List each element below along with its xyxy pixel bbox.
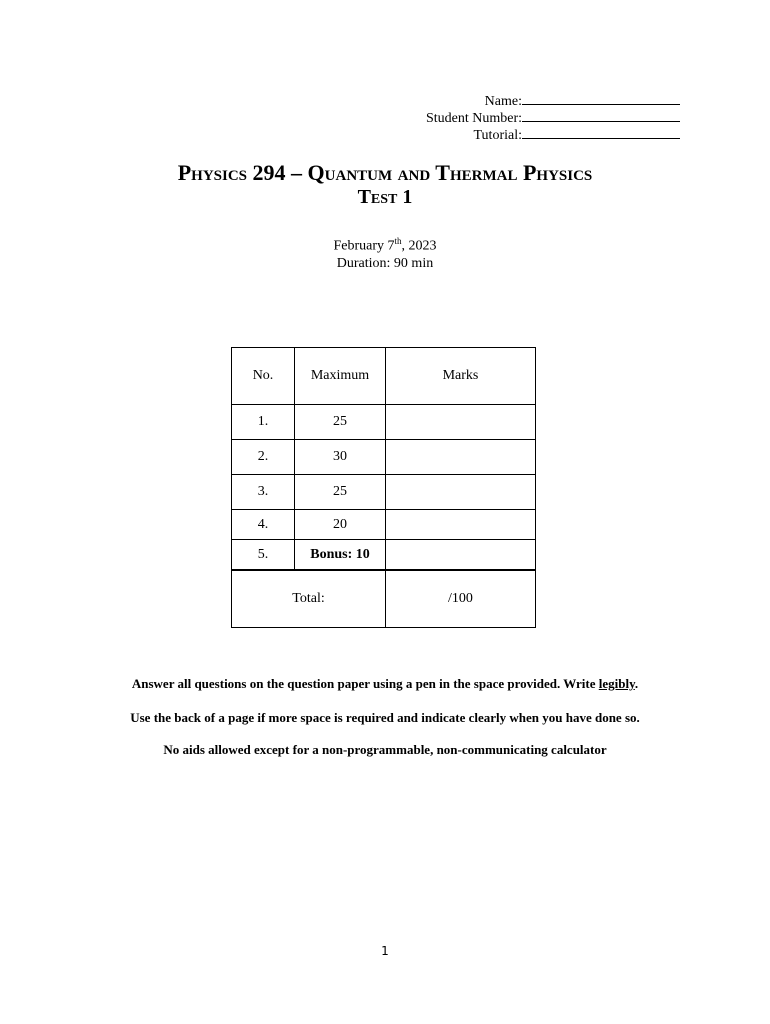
question-number: 1. <box>232 405 295 440</box>
date-month-day: February 7 <box>333 238 395 254</box>
total-label: Total: <box>232 570 386 628</box>
title-thermal-rest: hermal <box>449 160 518 185</box>
instruction-period: . <box>634 676 639 691</box>
question-maximum: 25 <box>295 405 386 440</box>
title-quantum-rest: uantum and <box>324 160 431 185</box>
question-maximum-bonus: Bonus: 10 <box>295 540 386 571</box>
tutorial-blank-line[interactable] <box>522 127 680 139</box>
total-row <box>232 570 536 628</box>
title-dash: – <box>291 160 303 185</box>
marks-table <box>231 347 536 628</box>
header-no: No. <box>232 348 295 405</box>
page-number: 1 <box>381 944 389 958</box>
tutorial-field[interactable] <box>426 127 680 144</box>
question-maximum: 20 <box>295 510 386 540</box>
title-course-number: 294 <box>252 160 286 185</box>
question-number: 2. <box>232 440 295 475</box>
title-quantum-initial: Q <box>307 160 325 185</box>
student-number-blank-line[interactable] <box>522 110 680 122</box>
question-marks-cell[interactable] <box>386 540 536 571</box>
instruction-legibly: legibly <box>598 676 635 691</box>
student-number-field[interactable] <box>426 110 680 127</box>
student-number-label: Student Number: <box>425 111 522 126</box>
table-row <box>232 475 536 510</box>
name-field[interactable] <box>426 93 680 110</box>
total-value[interactable]: /100 <box>386 570 536 628</box>
table-row <box>232 540 536 571</box>
question-marks-cell[interactable] <box>386 510 536 540</box>
instruction-answer <box>0 676 770 692</box>
table-row <box>232 440 536 475</box>
question-number: 5. <box>232 540 295 571</box>
instruction-aids: No aids allowed except for a non-programmable, non-communicating calculator <box>163 742 607 757</box>
table-row <box>232 510 536 540</box>
tutorial-label: Tutorial: <box>473 128 522 143</box>
question-maximum: 25 <box>295 475 386 510</box>
title-course-initial: P <box>177 160 192 185</box>
table-header-row <box>232 348 536 405</box>
header-maximum: Maximum <box>295 348 386 405</box>
exam-duration: Duration: 90 min <box>336 255 434 271</box>
question-marks-cell[interactable] <box>386 475 536 510</box>
date-block <box>0 233 770 272</box>
question-marks-cell[interactable] <box>386 405 536 440</box>
question-number: 3. <box>232 475 295 510</box>
instruction-answer-text: Answer all questions on the question paper using a pen in the space provided. Write <box>131 676 599 691</box>
title-physics-initial: P <box>522 160 537 185</box>
question-number: 4. <box>232 510 295 540</box>
instruction-back-page: Use the back of a page if more space is required and indicate clearly when you have done so. <box>130 710 640 725</box>
name-label: Name: <box>484 94 522 109</box>
date-year: , 2023 <box>401 238 437 254</box>
page-title <box>0 160 770 186</box>
name-blank-line[interactable] <box>522 93 680 105</box>
exam-date <box>0 233 770 255</box>
test-subtitle: Test 1 <box>357 186 413 208</box>
student-info-fields <box>426 93 680 144</box>
header-marks: Marks <box>386 348 536 405</box>
question-marks-cell[interactable] <box>386 440 536 475</box>
title-physics-rest: hysics <box>536 160 593 185</box>
table-row <box>232 405 536 440</box>
title-thermal-initial: T <box>435 160 450 185</box>
question-maximum: 30 <box>295 440 386 475</box>
date-suffix: th <box>394 236 402 246</box>
title-course-rest: hysics <box>191 160 248 185</box>
